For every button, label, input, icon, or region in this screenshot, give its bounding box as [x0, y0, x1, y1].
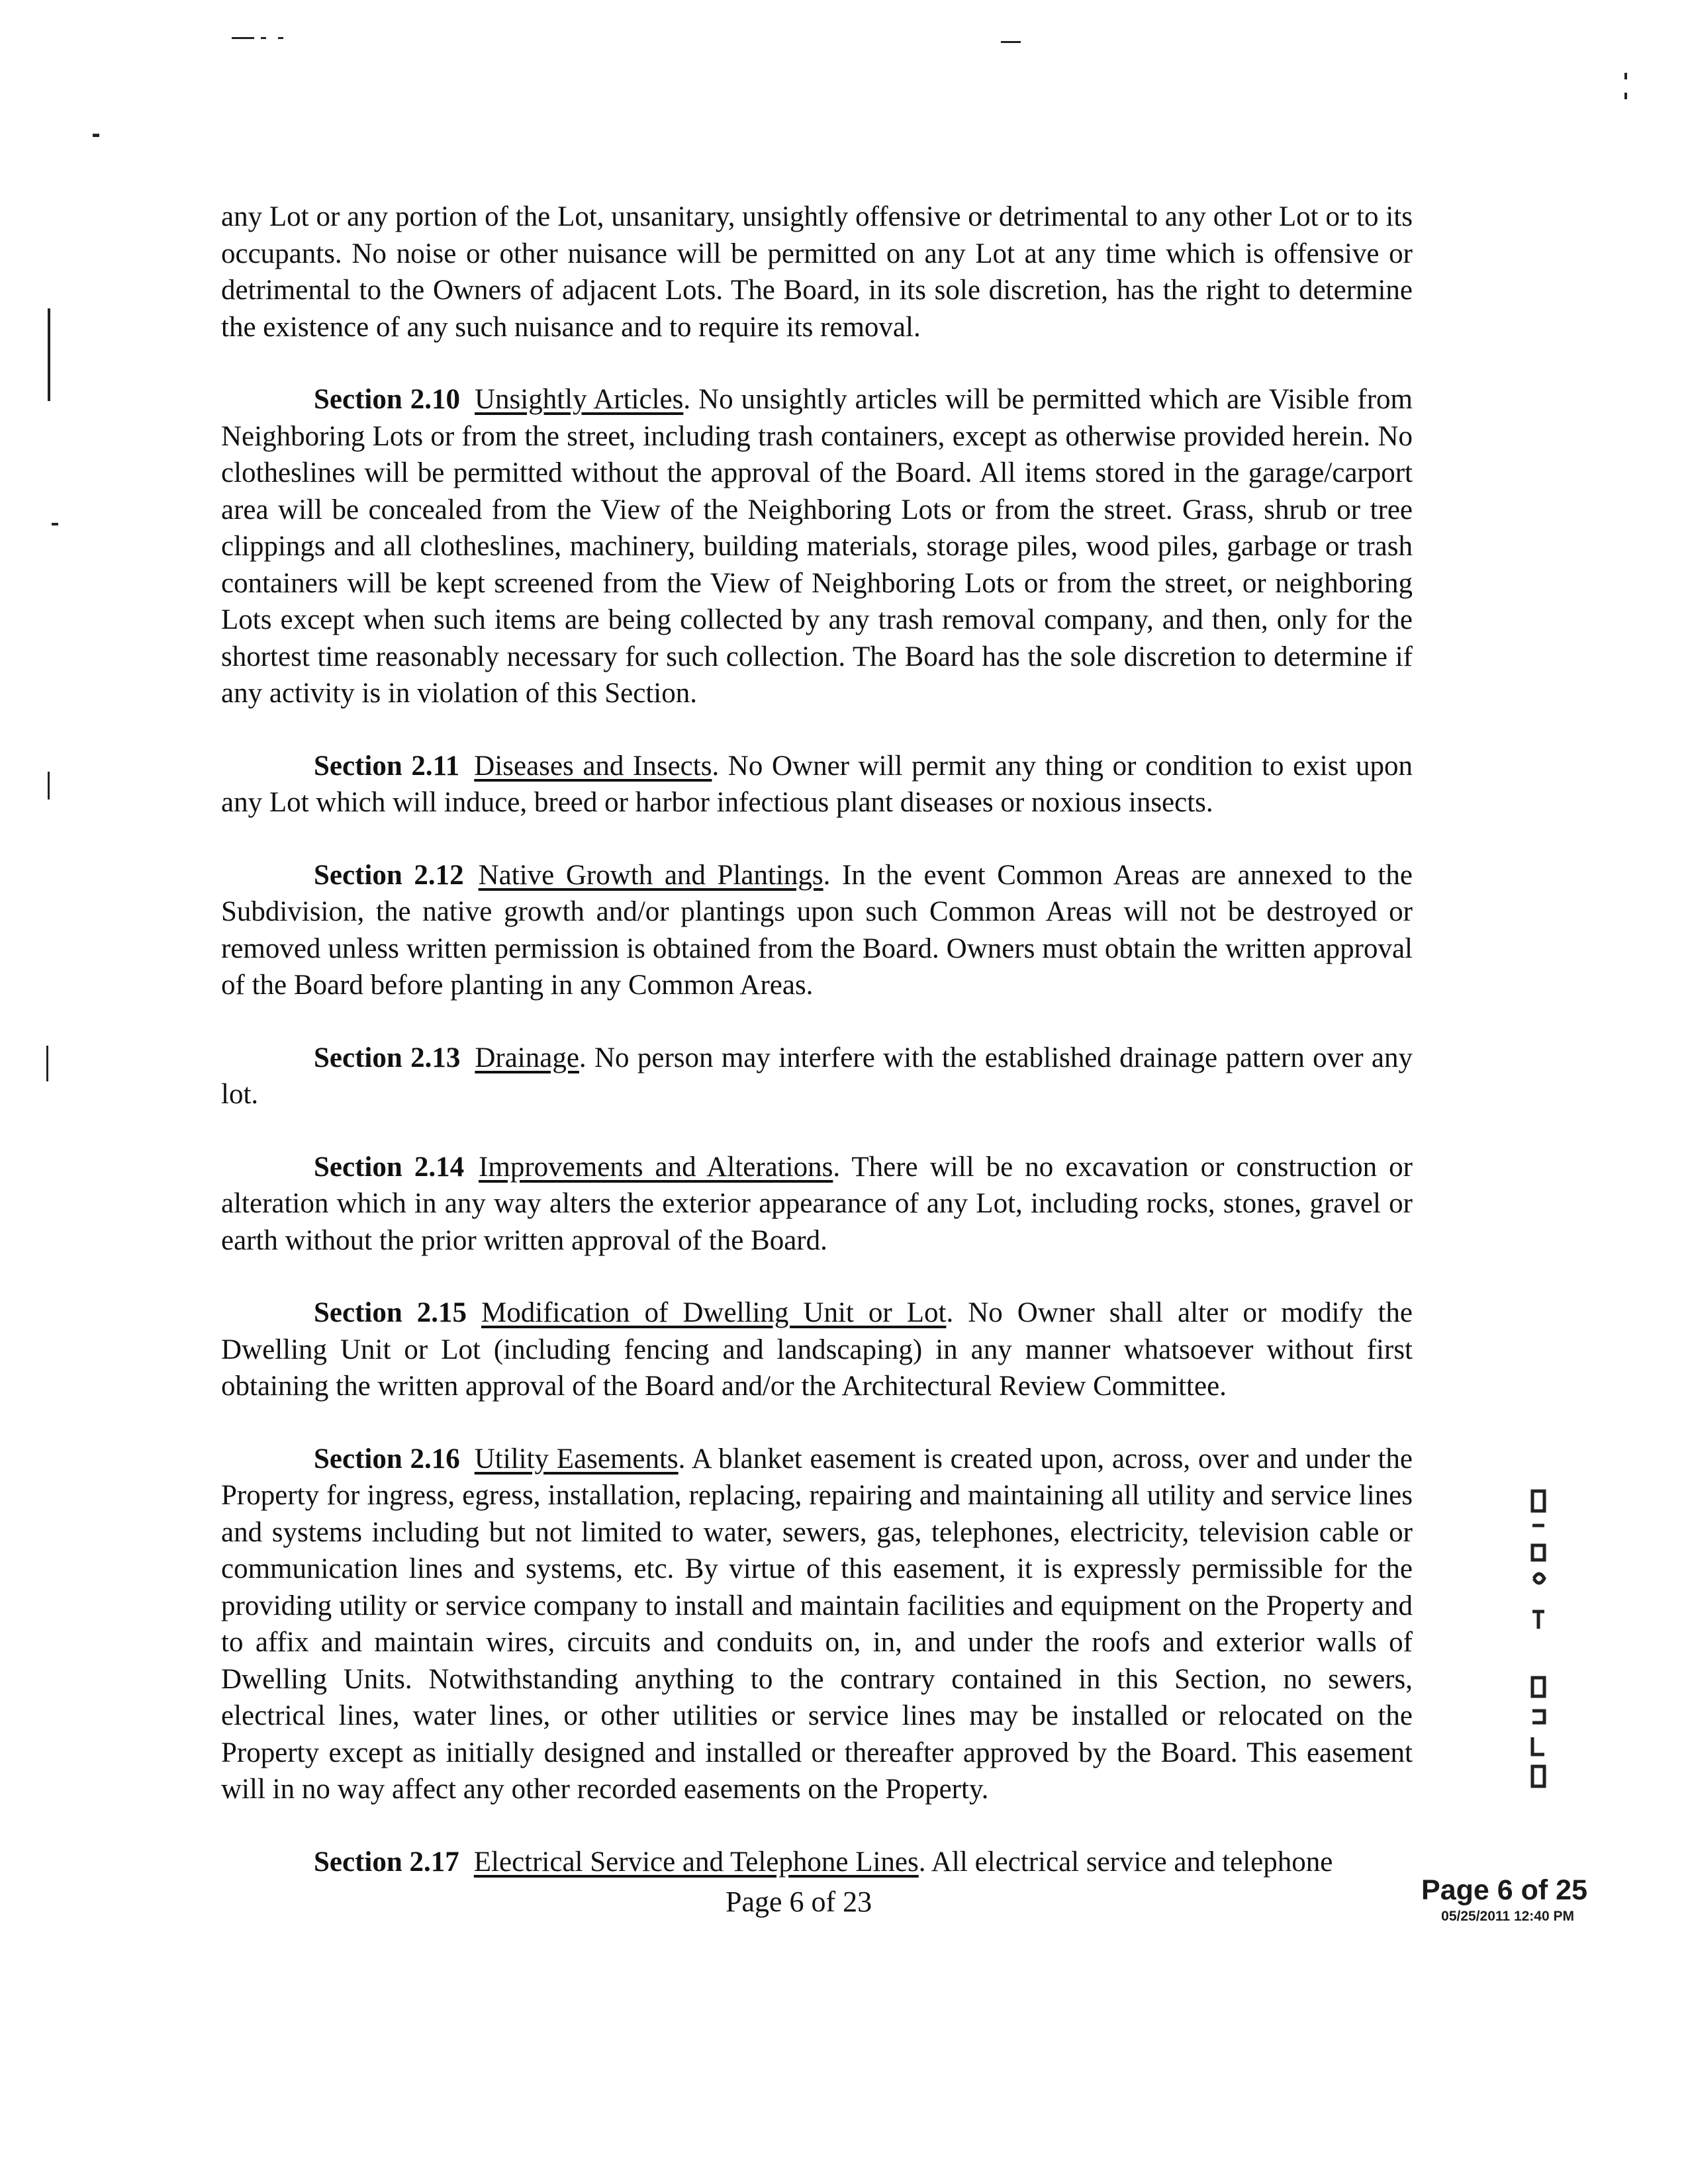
- section-number: Section 2.13: [314, 1042, 461, 1073]
- recording-page-stamp: Page 6 of 25: [1421, 1874, 1587, 1906]
- section-number: Section 2.15: [314, 1297, 467, 1328]
- section-title: Electrical Service and Telephone Lines: [473, 1846, 919, 1878]
- section-text: . No Owner shall alter or modify the Dwelling Unit or Lot (including fencing and landscaping) in any manner whatsoever without first obtaining the written approval of the Board and/or the Architectural Review Committee.: [221, 1297, 1413, 1402]
- section-title: Modification of Dwelling Unit or Lot: [481, 1297, 947, 1328]
- scan-mark: [261, 37, 266, 39]
- section-2-17: [221, 1844, 1413, 1881]
- margin-bar: [52, 523, 58, 525]
- margin-bar: [46, 1046, 48, 1081]
- scan-mark: [1624, 73, 1627, 79]
- section-text: . In the event Common Areas are annexed to the Subdivision, the native growth and/or plantings upon such Common Areas will not be destroyed or removed unless written permission is obtained from the Board. Owners must obtain the written approval of the Board before planting in any Common Areas.: [221, 859, 1413, 1001]
- section-text: . No person may interfere with the established drainage pattern over any lot.: [221, 1042, 1413, 1110]
- section-number: Section 2.16: [314, 1443, 460, 1475]
- section-2-11: [221, 748, 1413, 821]
- scan-mark: [278, 37, 283, 39]
- margin-bar: [48, 308, 50, 401]
- section-title: Utility Easements: [474, 1443, 679, 1475]
- paragraph-continuation: [221, 199, 1413, 345]
- section-number: Section 2.11: [314, 750, 460, 782]
- section-2-12: [221, 857, 1413, 1004]
- section-text: . No Owner will permit any thing or condition to exist upon any Lot which will induce, breed or harbor infectious plant diseases or noxious insects.: [221, 750, 1413, 818]
- section-2-16: [221, 1441, 1413, 1808]
- section-number: Section 2.10: [314, 384, 460, 415]
- section-2-10: [221, 381, 1413, 712]
- scan-mark: [93, 134, 99, 137]
- section-number: Section 2.12: [314, 859, 464, 891]
- paragraph-text: any Lot or any portion of the Lot, unsanitary, unsightly offensive or detrimental to any other Lot or to its occupants. No noise or other nuisance will be permitted on any Lot at any time which is offensive or detrimental to the Owners of adjacent Lots. The Board, in its sole discretion, has the right to determine the existence of any such nuisance and to require its removal.: [221, 201, 1413, 343]
- section-title: Unsightly Articles: [475, 384, 684, 415]
- section-2-14: [221, 1149, 1413, 1259]
- section-text: . All electrical service and telephone: [918, 1846, 1333, 1878]
- document-body: [221, 199, 1413, 1916]
- section-number: Section 2.14: [314, 1151, 465, 1183]
- section-title: Native Growth and Plantings: [478, 859, 823, 891]
- section-2-15: [221, 1295, 1413, 1405]
- section-number: Section 2.17: [314, 1846, 459, 1878]
- section-text: . There will be no excavation or construction or alteration which in any way alters the exterior appearance of any Lot, including rocks, stones, gravel or earth without the prior written approval of the Board.: [221, 1151, 1413, 1256]
- section-title: Improvements and Alterations: [479, 1151, 833, 1183]
- recording-timestamp: 05/25/2011 12:40 PM: [1441, 1909, 1574, 1924]
- scan-mark: [232, 37, 254, 39]
- section-2-13: [221, 1040, 1413, 1113]
- recording-barcode-icon: [1523, 1486, 1556, 1797]
- section-text: . A blanket easement is created upon, across, over and under the Property for ingress, egress, installation, replacing, repairing and maintaining all utility and service lines and systems including but not limited to water, sewers, gas, telephones, electricity, television cable or communication lines and systems, etc. By virtue of this easement, it is expressly permissible for the providing utility or service company to install and maintain facilities and equipment on the Property and to affix and maintain wires, circuits and conduits on, in, and under the roofs and exterior walls of Dwelling Units. Notwithstanding anything to the contrary contained in this Section, no sewers, electrical lines, water lines, or other utilities or service lines may be installed or relocated on the Property except as initially designed and installed or thereafter approved by the Board. This easement will in no way affect any other recorded easements on the Property.: [221, 1443, 1413, 1805]
- scan-mark: [1001, 41, 1021, 43]
- scan-mark: [1624, 93, 1627, 99]
- footer-page-number: Page 6 of 23: [726, 1886, 872, 1918]
- section-title: Drainage: [475, 1042, 579, 1073]
- section-text: . No unsightly articles will be permitted which are Visible from Neighboring Lots or from the street, including trash containers, except as otherwise provided herein. No clotheslines will be permitted without the approval of the Board. All items stored in the garage/carport area will be concealed from the View of the Neighboring Lots or from the street. Grass, shrub or tree clippings and all clotheslines, machinery, building materials, storage piles, wood piles, garbage or trash containers will be kept screened from the View of Neighboring Lots or from the street, or neighboring Lots except when such items are being collected by any trash removal company, and then, only for the shortest time reasonably necessary for such collection. The Board has the sole discretion to determine if any activity is in violation of this Section.: [221, 384, 1413, 709]
- section-title: Diseases and Insects: [474, 750, 712, 782]
- margin-bar: [48, 772, 50, 799]
- recording-code-graphic: [1526, 1486, 1552, 1797]
